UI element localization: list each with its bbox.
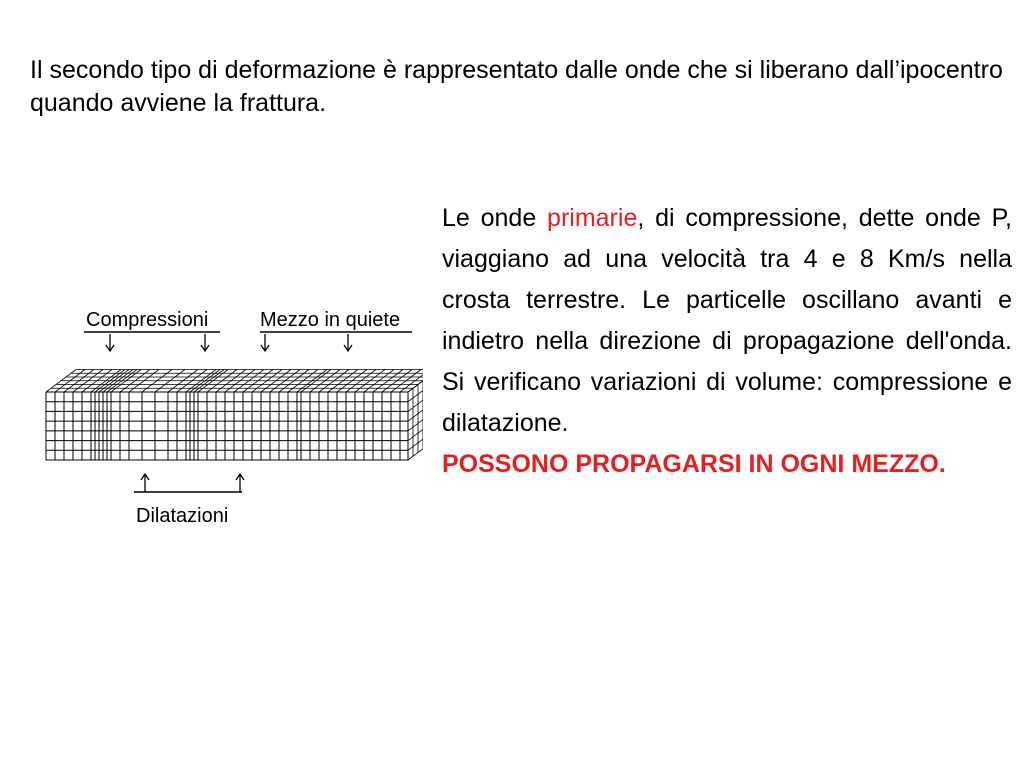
- highlight-primarie: primarie: [547, 204, 638, 232]
- text-after-highlight: , di compressione, dette onde P, viaggiano ad una velocità tra 4 e 8 Km/s nella crosta terrestre. Le particelle oscillano avanti e indietro nella direzione di propagazione dell'onda. Si verificano variazioni di volume: compressione e dilatazione.: [442, 204, 1012, 437]
- intro-text: Il secondo tipo di deformazione è rappresentato dalle onde che si liberano dall’ipocentro quando avviene la frattura.: [30, 56, 1003, 117]
- p-wave-diagram: [38, 300, 423, 530]
- label-compressioni: Compressioni: [86, 309, 209, 331]
- label-dilatazioni: Dilatazioni: [136, 505, 229, 527]
- arrows-up: [141, 474, 244, 492]
- paragraph-primary-waves: [442, 198, 1012, 444]
- label-mezzo-in-quiete: Mezzo in quiete: [260, 309, 401, 331]
- emphasis-text: POSSONO PROPAGARSI IN OGNI MEZZO.: [442, 450, 946, 478]
- arrows-down: [106, 334, 352, 351]
- text-before-highlight: Le onde: [442, 204, 548, 232]
- body-text: [442, 198, 1012, 485]
- grid-block: [46, 370, 423, 461]
